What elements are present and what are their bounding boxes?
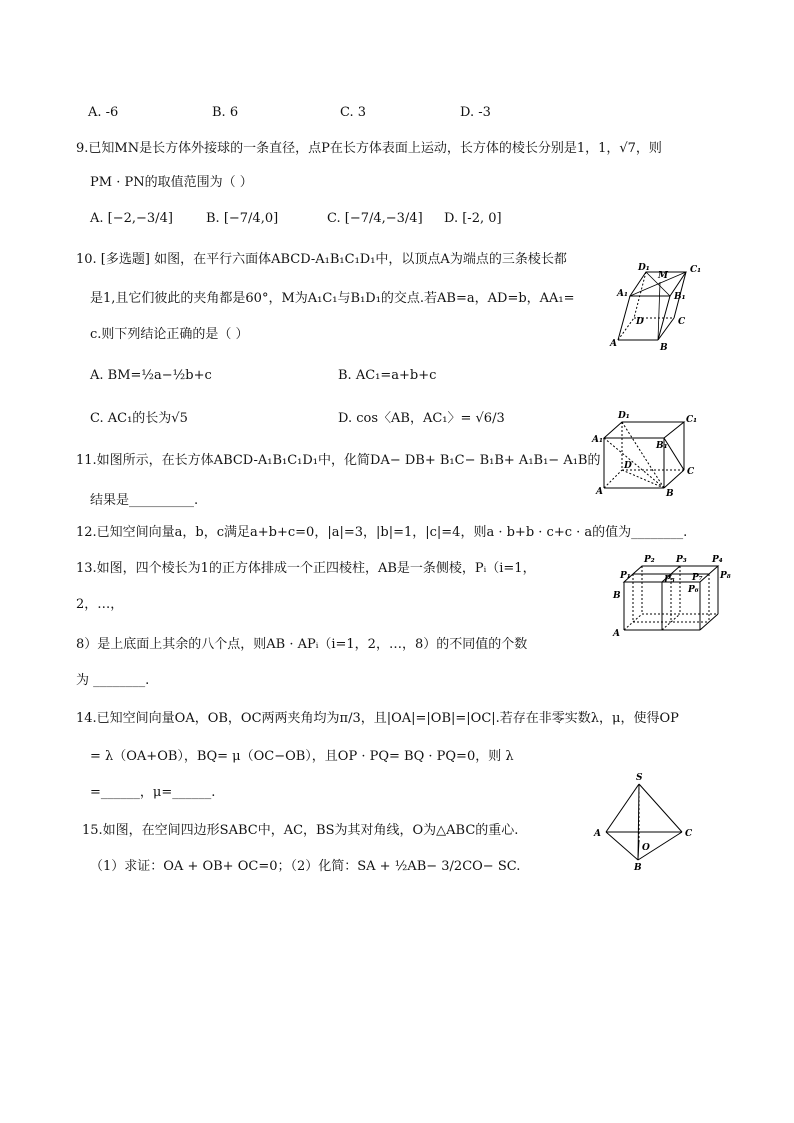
q14-line-2: = λ（OA+OB），BQ= μ（OC−OB），且OP · PQ= BQ · PQ=0，则 λ [90,749,514,764]
q11-label-d1: D₁ [618,411,630,421]
q10-parallelepiped-figure [608,262,702,353]
q10-label-d1: D₁ [638,263,650,273]
q10-line-1: 10. [多选题] 如图，在平行六面体ABCD-A₁B₁C₁D₁中，以顶点A为端点的三条棱长都 [76,252,567,267]
q11-label-b: B [666,489,674,499]
q14-line-1: 14.已知空间向量OA，OB，OC两两夹角均为π/3，且|OA|=|OB|=|OC|.若存在非零实数λ，μ，使得OP [76,711,679,726]
q10-label-d: D [636,317,644,327]
q8-option-c: C. 3 [340,105,367,120]
q10-line-3: c.则下列结论正确的是（ ） [90,327,249,342]
q13-label-p6: P₆ [688,585,699,595]
q13-line-3: 8）是上底面上其余的八个点，则AB · APᵢ（i=1，2，…，8）的不同值的个数 [76,637,528,652]
q11-label-c: C [687,467,695,477]
q9-line-2: PM · PN的取值范围为（ ） [90,175,253,190]
q10-option-b: B. AC₁=a+b+c [338,368,437,383]
q10-option-c: C. AC₁的长为√5 [90,411,188,426]
q11-label-a: A [596,487,603,497]
q13-label-p1: P₁ [620,571,631,581]
q10-label-c1: C₁ [690,265,702,275]
q9-line-1: 9.已知MN是长方体外接球的一条直径，点P在长方体表面上运动，长方体的棱长分别是1，1，√7，则 [76,141,662,156]
q15-line-1: 15.如图，在空间四边形SABC中，AC，BS为其对角线，O为△ABC的重心. [82,823,519,838]
q13-label-p2: P₂ [644,555,655,565]
q13-prism-figure [608,554,731,640]
q13-label-b: B [613,591,621,601]
q11-label-c1: C₁ [686,415,698,425]
q13-label-p7: P₇ [692,573,703,583]
q10-option-d: D. cos〈AB，AC₁〉= √6/3 [338,411,505,426]
q15-label-c: C [685,829,693,839]
q10-option-a: A. BM=½a−½b+c [90,368,212,383]
q9-option-a: A. [−2,−3/4] [90,211,173,226]
q8-option-d: D. -3 [460,105,491,120]
q14-line-3: =______，μ=______. [90,785,216,800]
q11-cuboid-figure [592,408,697,498]
q11-line-1: 11.如图所示，在长方体ABCD-A₁B₁C₁D₁中，化简DA− DB+ B₁C− B₁B+ A₁B₁− A₁B的 [76,453,601,468]
q10-label-a1: A₁ [617,289,628,299]
q13-line-2: 2，…， [76,597,124,612]
q10-label-b1: B₁ [674,292,686,302]
q15-line-2: （1）求证：OA + OB+ OC=0；（2）化简：SA + ½AB− 3/2CO− SC. [90,859,521,874]
q11-label-b1: B₁ [656,441,668,451]
q13-label-p8: P₈ [720,571,731,581]
q11-label-d: D [624,461,632,471]
q10-label-m: M [658,271,668,281]
q13-label-a: A [613,629,620,639]
q13-line-1: 13.如图，四个棱长为1的正方体排成一个正四棱柱，AB是一条侧棱，Pᵢ（i=1， [76,561,536,576]
q10-line-2: 是1,且它们彼此的夹角都是60°，M为A₁C₁与B₁D₁的交点.若AB=a，AD=b，AA₁= [90,291,575,306]
q13-line-4: 为 ________. [76,673,150,688]
q8-option-b: B. 6 [212,105,239,120]
q13-label-p3: P₃ [676,555,687,565]
q11-line-2: 结果是__________. [90,493,199,508]
q11-label-a1: A₁ [592,435,603,445]
q15-label-s: S [636,773,643,783]
q10-label-c: C [678,317,686,327]
q9-option-c: C. [−7/4,−3/4] [327,211,423,226]
q15-label-o: O [642,843,650,853]
q15-tetrahedron-figure [594,772,694,872]
q15-label-b: B [634,863,642,873]
q15-label-a: A [594,829,601,839]
q13-label-p4: P₄ [712,555,723,565]
q13-label-p5: P₅ [664,575,675,585]
q8-option-a: A. -6 [88,105,119,120]
q9-option-b: B. [−7/4,0] [206,211,279,226]
q9-option-d: D. [-2, 0] [444,211,502,226]
q10-label-a: A [610,339,617,349]
q10-label-b: B [660,343,668,353]
q12-line-1: 12.已知空间向量a，b，c满足a+b+c=0，|a|=3，|b|=1，|c|=4，则a · b+b · c+c · a的值为________. [76,525,688,540]
